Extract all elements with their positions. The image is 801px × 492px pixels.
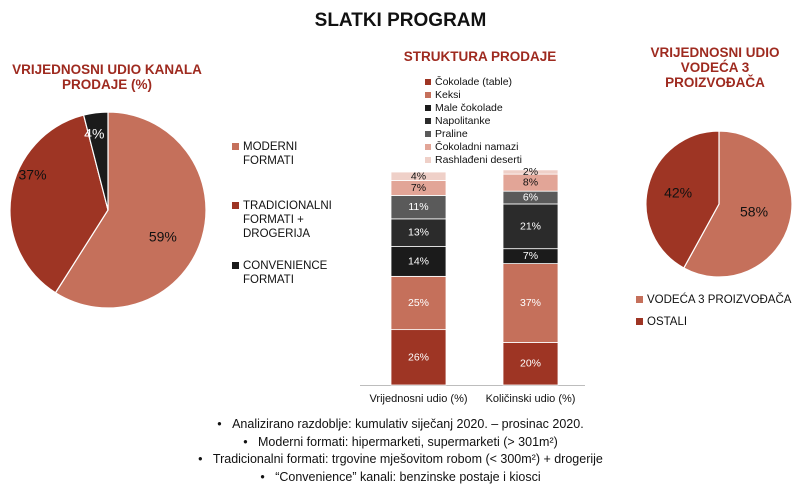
channel-share-legend-swatch [232,202,239,209]
top3-share-slice-label-ostali: 42% [664,184,693,201]
top3-share-legend-label: OSTALI [647,316,688,328]
sales-structure-legend-swatch [425,79,431,85]
sales-structure-title: STRUKTURA PRODAJE [403,49,557,64]
sales-structure-legend-item [425,115,490,128]
top3-share-legend-swatch [636,296,643,303]
sales-structure-bar-label-cokolade-table-1: 20% [519,357,542,370]
footnotes [0,416,801,486]
sales-structure-legend-label: Čokolade (table) [435,76,513,88]
top3-share-legend-label: VODEĆA 3 PROIZVOĐAČA [647,294,792,306]
page-title: SLATKI PROGRAM [314,10,487,31]
sales-structure-legend-swatch [425,144,431,150]
sales-structure-bar-label-male-cokolade-1: 7% [522,250,539,263]
sales-structure-bar-label-praline-1: 6% [522,191,539,204]
sales-structure-bar-label-cokoladni-namazi-0: 7% [410,181,427,194]
channel-share-legend [232,140,352,300]
channel-share-slice-label-tradicionalni-formati-drogerija: 37% [18,166,47,183]
top3-share-pie-title: VRIJEDNOSNI UDIO VODEĆA 3 PROIZVOĐAČA [650,45,780,90]
sales-structure-legend-label: Rashlađeni deserti [435,154,522,166]
sales-structure-legend-item [425,76,512,89]
channel-share-slice-label-convenience-formati: 4% [84,125,105,142]
sales-structure-legend [425,76,565,171]
sales-structure-category-1: Količinski udio (%) [485,393,576,405]
sales-structure-legend-swatch [425,131,431,137]
sales-structure-bar-label-keksi-0: 25% [407,296,430,309]
channel-share-pie-title: VRIJEDNOSNI UDIO KANALA PRODAJE (%) [12,62,202,92]
sales-structure-bar-label-keksi-1: 37% [519,296,542,309]
channel-share-legend-item [232,140,297,168]
sales-structure-legend-item [425,102,503,115]
channel-share-legend-swatch [232,262,239,269]
sales-structure-bar-label-napolitanke-1: 21% [519,220,542,233]
sales-structure-legend-item [425,154,522,167]
sales-structure-bar-label-praline-0: 11% [408,201,429,214]
channel-share-slice-label-moderni-formati: 59% [148,228,177,245]
sales-structure-bar-label-rashladeni-deserti-1: 2% [522,166,539,178]
top3-share-legend-item [636,315,687,329]
sales-structure-legend-swatch [425,92,431,98]
channel-share-legend-swatch [232,143,239,150]
channel-share-legend-item [232,199,332,241]
sales-structure-legend-item [425,141,518,154]
sales-structure-legend-item [425,89,461,102]
top3-share-legend-swatch [636,318,643,325]
footnote-period: • Analizirano razdoblje: kumulativ siječanj 2020. – prosinac 2020. [0,416,801,434]
top3-share-legend [636,293,801,333]
channel-share-legend-label: MODERNI FORMATI [243,141,298,167]
sales-structure-legend-label: Keksi [435,89,461,101]
sales-structure-bar-label-napolitanke-0: 13% [407,226,430,239]
sales-structure-legend-label: Napolitanke [435,115,491,127]
channel-share-legend-item [232,259,327,287]
sales-structure-legend-label: Praline [435,128,468,140]
sales-structure-bar-label-male-cokolade-0: 14% [407,255,430,268]
sales-structure-bar-label-cokolade-table-0: 26% [407,351,430,364]
sales-structure-category-0: Vrijednosni udio (%) [369,393,468,405]
sales-structure-legend-swatch [425,105,431,111]
footnote-traditional: • Tradicionalni formati: trgovine mješovitom robom (< 300m²) + drogerije [0,451,801,469]
channel-share-legend-label: TRADICIONALNI FORMATI + DROGERIJA [243,200,332,240]
channel-share-legend-label: CONVENIENCE FORMATI [243,260,328,286]
footnote-convenience: • “Convenience” kanali: benzinske postaje i kiosci [0,469,801,487]
sales-structure-legend-item [425,128,468,141]
sales-structure-legend-label: Male čokolade [435,102,503,114]
top3-share-slice-label-vodeca-3-proizvodaca: 58% [740,203,769,220]
sales-structure-bar-label-rashladeni-deserti-0: 4% [410,170,427,183]
top3-share-legend-item [636,293,791,307]
sales-structure-legend-swatch [425,157,431,163]
sales-structure-legend-label: Čokoladni namazi [435,141,519,153]
sales-structure-legend-swatch [425,118,431,124]
footnote-modern: • Moderni formati: hipermarketi, supermarketi (> 301m²) [0,434,801,452]
sales-structure-bar-label-cokoladni-namazi-1: 8% [522,176,539,189]
